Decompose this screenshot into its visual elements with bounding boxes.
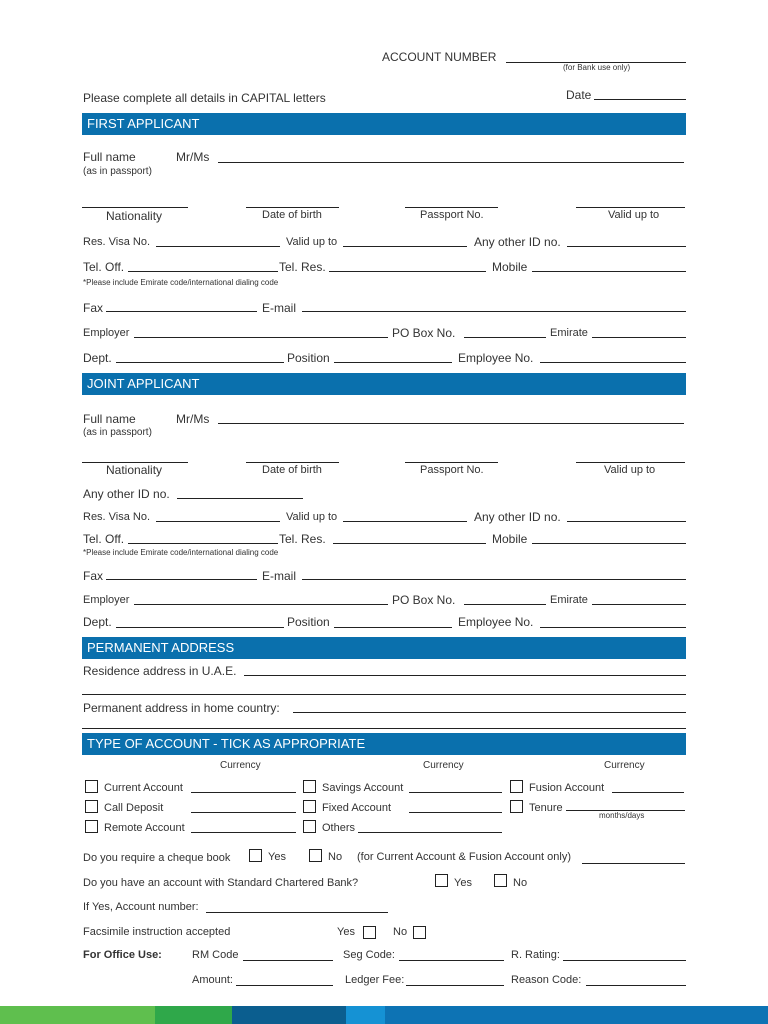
joint-email-label: E-mail	[262, 569, 297, 583]
joint-tel-res-field[interactable]	[333, 543, 486, 544]
joint-visa-valid-up-to-label: Valid up to	[286, 511, 338, 523]
fixed-account-label: Fixed Account	[322, 802, 392, 814]
savings-account-currency-field[interactable]	[409, 792, 502, 793]
savings-account-label: Savings Account	[322, 782, 404, 794]
joint-valid-up-to-field[interactable]	[576, 462, 685, 463]
joint-res-visa-no-label: Res. Visa No.	[83, 511, 151, 523]
dept-field[interactable]	[116, 362, 284, 363]
remote-account-checkbox[interactable]	[85, 820, 98, 833]
employee-no-field[interactable]	[540, 362, 686, 363]
po-box-field[interactable]	[464, 337, 546, 338]
savings-account-checkbox[interactable]	[303, 780, 316, 793]
scb-account-question: Do you have an account with Standard Chartered Bank?	[83, 877, 359, 889]
ledger-fee-label: Ledger Fee:	[345, 974, 405, 986]
others-label: Others	[322, 822, 356, 834]
footer-strip-4	[346, 1006, 385, 1024]
r-rating-field[interactable]	[563, 960, 686, 961]
visa-valid-up-to-field[interactable]	[343, 246, 467, 247]
tenure-checkbox[interactable]	[510, 800, 523, 813]
months-days-note: months/days	[599, 811, 645, 820]
office-use-label: For Office Use:	[83, 949, 162, 961]
joint-full-name-label: Full name	[83, 412, 136, 426]
reason-code-label: Reason Code:	[511, 974, 582, 986]
ledger-fee-field[interactable]	[406, 985, 504, 986]
reason-code-field[interactable]	[586, 985, 686, 986]
account-type-header: TYPE OF ACCOUNT - TICK AS APPROPRIATE	[82, 733, 686, 755]
amount-field[interactable]	[236, 985, 333, 986]
joint-date-of-birth-label: Date of birth	[262, 464, 322, 476]
joint-applicant-header: JOINT APPLICANT	[82, 373, 686, 395]
tel-off-field[interactable]	[128, 271, 278, 272]
joint-fax-label: Fax	[83, 569, 104, 583]
fax-label: Fax	[83, 301, 104, 315]
rm-code-field[interactable]	[243, 960, 333, 961]
joint-po-box-field[interactable]	[464, 604, 546, 605]
joint-employer-field[interactable]	[134, 604, 388, 605]
seg-code-field[interactable]	[399, 960, 504, 961]
facsimile-yes-label: Yes	[337, 926, 355, 938]
facsimile-no-label: No	[393, 926, 408, 938]
rm-code-label: RM Code	[192, 949, 239, 961]
joint-any-other-id-label: Any other ID no.	[474, 510, 561, 524]
joint-tel-off-field[interactable]	[128, 543, 278, 544]
joint-any-other-id-top-label: Any other ID no.	[83, 487, 170, 501]
fusion-account-currency-field[interactable]	[612, 792, 684, 793]
footer-strip-1	[0, 1006, 155, 1024]
scb-account-yes-label: Yes	[454, 877, 472, 889]
valid-up-to-label: Valid up to	[608, 209, 660, 221]
any-other-id-label: Any other ID no.	[474, 235, 561, 249]
currency-header-3: Currency	[604, 760, 645, 771]
remote-account-label: Remote Account	[104, 822, 185, 834]
others-field[interactable]	[358, 832, 502, 833]
residence-address-field[interactable]	[244, 675, 686, 676]
cheque-book-no-label: No	[328, 851, 343, 863]
joint-dept-label: Dept.	[83, 615, 112, 629]
joint-nationality-label: Nationality	[106, 463, 163, 477]
joint-mobile-field[interactable]	[532, 543, 686, 544]
cheque-book-yes-label: Yes	[268, 851, 286, 863]
tel-off-label: Tel. Off.	[83, 260, 125, 274]
employer-label: Employer	[83, 327, 130, 339]
home-country-address-line-2[interactable]	[82, 728, 686, 729]
account-number-label: ACCOUNT NUMBER	[382, 50, 497, 64]
joint-employee-no-field[interactable]	[540, 627, 686, 628]
current-account-label: Current Account	[104, 782, 183, 794]
fixed-account-currency-field[interactable]	[409, 812, 502, 813]
joint-any-other-id-field[interactable]	[567, 521, 686, 522]
cheque-book-question: Do you require a cheque book	[83, 852, 231, 864]
joint-dept-field[interactable]	[116, 627, 284, 628]
employee-no-label: Employee No.	[458, 351, 534, 365]
employer-field[interactable]	[134, 337, 388, 338]
call-deposit-currency-field[interactable]	[191, 812, 296, 813]
footer-strip-5	[385, 1006, 768, 1024]
residence-address-label: Residence address in U.A.E.	[83, 664, 237, 678]
joint-employer-label: Employer	[83, 594, 130, 606]
joint-date-of-birth-field[interactable]	[246, 462, 339, 463]
amount-label: Amount:	[192, 974, 233, 986]
joint-fax-field[interactable]	[106, 579, 257, 580]
joint-position-field[interactable]	[334, 627, 452, 628]
fusion-account-label: Fusion Account	[529, 782, 605, 794]
joint-position-label: Position	[287, 615, 330, 629]
call-deposit-label: Call Deposit	[104, 802, 164, 814]
emirate-field[interactable]	[592, 337, 686, 338]
home-country-address-label: Permanent address in home country:	[83, 701, 280, 715]
residence-address-line-2[interactable]	[82, 694, 686, 695]
bank-use-note: (for Bank use only)	[563, 63, 631, 72]
joint-any-other-id-top-field[interactable]	[177, 498, 303, 499]
passport-no-field[interactable]	[405, 207, 498, 208]
tel-res-field[interactable]	[329, 271, 486, 272]
joint-passport-no-label: Passport No.	[420, 464, 484, 476]
nationality-field[interactable]	[82, 207, 188, 208]
mobile-field[interactable]	[532, 271, 686, 272]
home-country-address-field[interactable]	[293, 712, 686, 713]
fax-field[interactable]	[106, 311, 257, 312]
position-label: Position	[287, 351, 330, 365]
cheque-book-field[interactable]	[582, 863, 685, 864]
seg-code-label: Seg Code:	[343, 949, 395, 961]
joint-tel-res-label: Tel. Res.	[279, 532, 326, 546]
emirate-label: Emirate	[550, 327, 588, 339]
res-visa-no-label: Res. Visa No.	[83, 236, 151, 248]
if-yes-account-number-field[interactable]	[206, 912, 388, 913]
dialing-code-note: *Please include Emirate code/international dialing code	[83, 278, 279, 287]
others-checkbox[interactable]	[303, 820, 316, 833]
joint-passport-no-field[interactable]	[405, 462, 498, 463]
joint-po-box-label: PO Box No.	[392, 593, 456, 607]
joint-full-name-field[interactable]	[218, 423, 684, 424]
current-account-checkbox[interactable]	[85, 780, 98, 793]
visa-valid-up-to-label: Valid up to	[286, 236, 338, 248]
currency-header-1: Currency	[220, 760, 261, 771]
joint-employee-no-label: Employee No.	[458, 615, 534, 629]
email-label: E-mail	[262, 301, 297, 315]
fixed-account-checkbox[interactable]	[303, 800, 316, 813]
currency-header-2: Currency	[423, 760, 464, 771]
full-name-label: Full name	[83, 150, 136, 164]
full-name-field[interactable]	[218, 162, 684, 163]
email-field[interactable]	[302, 311, 686, 312]
facsimile-no-checkbox[interactable]	[413, 926, 426, 939]
joint-valid-up-to-label: Valid up to	[604, 464, 656, 476]
joint-dialing-code-note: *Please include Emirate code/international dialing code	[83, 548, 279, 557]
nationality-label: Nationality	[106, 209, 163, 223]
res-visa-no-field[interactable]	[156, 246, 280, 247]
cheque-book-yes-checkbox[interactable]	[249, 849, 262, 862]
tenure-label: Tenure	[529, 802, 563, 814]
permanent-address-header: PERMANENT ADDRESS	[82, 637, 686, 659]
current-account-currency-field[interactable]	[191, 792, 296, 793]
remote-account-currency-field[interactable]	[191, 832, 296, 833]
joint-as-in-passport-note: (as in passport)	[83, 427, 152, 438]
if-yes-account-number-label: If Yes, Account number:	[83, 901, 199, 913]
date-of-birth-label: Date of birth	[262, 209, 322, 221]
call-deposit-checkbox[interactable]	[85, 800, 98, 813]
joint-email-field[interactable]	[302, 579, 686, 580]
dept-label: Dept.	[83, 351, 112, 365]
r-rating-label: R. Rating:	[511, 949, 560, 961]
footer-strip-2	[155, 1006, 232, 1024]
any-other-id-field[interactable]	[567, 246, 686, 247]
scb-account-yes-checkbox[interactable]	[435, 874, 448, 887]
joint-mr-ms-label: Mr/Ms	[176, 412, 210, 426]
facsimile-label: Facsimile instruction accepted	[83, 926, 231, 938]
cheque-book-no-checkbox[interactable]	[309, 849, 322, 862]
scb-account-no-label: No	[513, 877, 528, 889]
cheque-book-note: (for Current Account & Fusion Account only)	[357, 851, 571, 863]
joint-res-visa-no-field[interactable]	[156, 521, 280, 522]
valid-up-to-field[interactable]	[576, 207, 685, 208]
date-of-birth-field[interactable]	[246, 207, 339, 208]
joint-emirate-field[interactable]	[592, 604, 686, 605]
capital-letters-instruction: Please complete all details in CAPITAL letters	[83, 91, 326, 105]
mr-ms-label: Mr/Ms	[176, 150, 210, 164]
tel-res-label: Tel. Res.	[279, 260, 326, 274]
date-field[interactable]	[594, 99, 686, 100]
joint-mobile-label: Mobile	[492, 532, 528, 546]
po-box-label: PO Box No.	[392, 326, 456, 340]
facsimile-yes-checkbox[interactable]	[363, 926, 376, 939]
position-field[interactable]	[334, 362, 452, 363]
passport-no-label: Passport No.	[420, 209, 484, 221]
as-in-passport-note: (as in passport)	[83, 166, 152, 177]
scb-account-no-checkbox[interactable]	[494, 874, 507, 887]
first-applicant-header: FIRST APPLICANT	[82, 113, 686, 135]
date-label: Date	[566, 88, 592, 102]
footer-strip-3	[232, 1006, 346, 1024]
joint-tel-off-label: Tel. Off.	[83, 532, 125, 546]
mobile-label: Mobile	[492, 260, 528, 274]
joint-emirate-label: Emirate	[550, 594, 588, 606]
fusion-account-checkbox[interactable]	[510, 780, 523, 793]
joint-visa-valid-up-to-field[interactable]	[343, 521, 467, 522]
